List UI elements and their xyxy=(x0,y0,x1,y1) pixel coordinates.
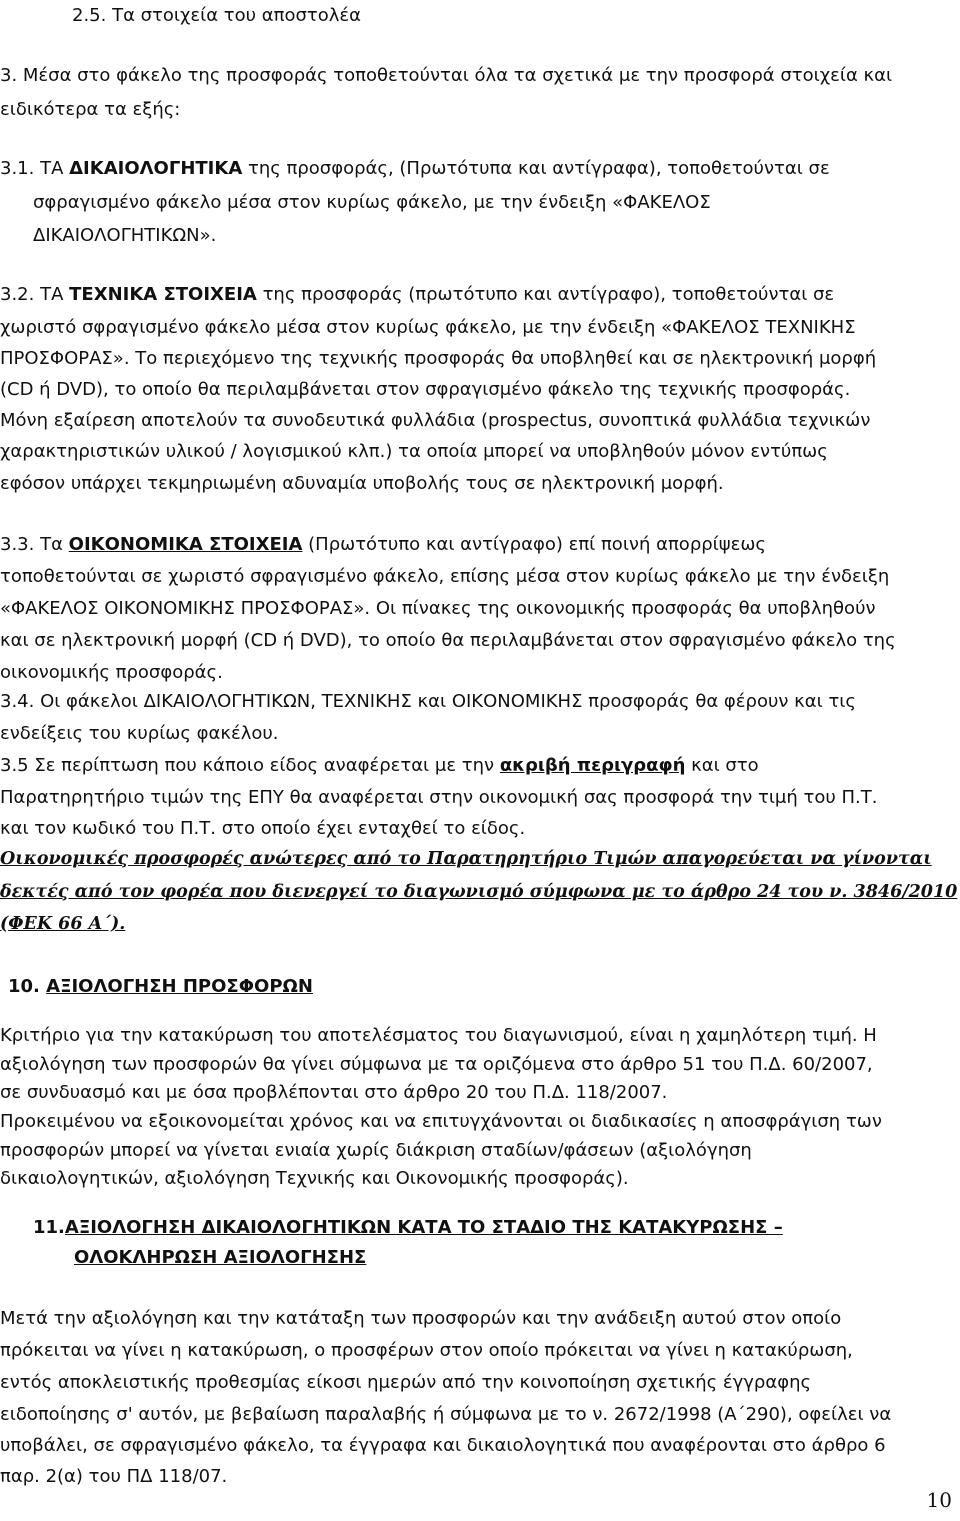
section-3-line: 3. Μέσα στο φάκελο της προσφοράς τοποθετούνται όλα τα σχετικά με την προσφορά στοιχεία και xyxy=(0,65,893,86)
emphasis: ΤΕΧΝΙΚΑ ΣΤΟΙΧΕΙΑ xyxy=(69,284,257,305)
section-11-line: υποβάλει, σε σφραγισμένο φάκελο, τα έγγραφα και δικαιολογητικά που αναφέρονται στο άρθρο 6 xyxy=(0,1435,886,1456)
section-3-2-line: Μόνη εξαίρεση αποτελούν τα συνοδευτικά φυλλάδια (prospectus, συνοπτικά φυλλάδια τεχνικών xyxy=(0,410,871,431)
section-number: 11. xyxy=(33,1217,65,1238)
section-3-4-line: ενδείξεις του κυρίως φακέλου. xyxy=(0,723,279,744)
section-11-title-line: ΟΛΟΚΛΗΡΩΣΗ ΑΞΙΟΛΟΓΗΣΗΣ xyxy=(74,1247,367,1268)
section-11-heading xyxy=(33,1216,783,1240)
section-3-2-line xyxy=(0,283,834,307)
section-3-3-line xyxy=(0,533,766,557)
text: της προσφοράς, (Πρωτότυπα και αντίγραφα), τοποθετούνται σε xyxy=(248,158,830,179)
section-10-line: δικαιολογητικών, αξιολόγηση Τεχνικής και Οικονομικής προσφοράς). xyxy=(0,1168,629,1189)
section-3-2-line: (CD ή DVD), το οποίο θα περιλαμβάνεται στον σφραγισμένο φάκελο της τεχνικής προσφοράς. xyxy=(0,379,851,400)
section-11-line: ειδοποίησης σ' αυτόν, με βεβαίωση παραλαβής ή σύμφωνα με το ν. 2672/1998 (Α΄290), οφείλει να xyxy=(0,1404,892,1425)
section-2-5: 2.5. Τα στοιχεία του αποστολέα xyxy=(72,5,362,26)
section-number: 3.1. ΤΑ xyxy=(0,158,64,179)
section-3-3-line: τοποθετούνται σε χωριστό σφραγισμένο φάκελο, επίσης μέσα στον κυρίως φάκελο με την ένδειξη xyxy=(0,566,890,587)
section-11-line: Μετά την αξιολόγηση και την κατάταξη των προσφορών και την ανάδειξη αυτού στον οποίο xyxy=(0,1308,842,1329)
section-11-line: παρ. 2(α) του ΠΔ 118/07. xyxy=(0,1466,228,1487)
note-line: (ΦΕΚ 66 Α΄). xyxy=(0,914,126,934)
section-10-heading xyxy=(8,975,313,999)
section-3-5-line: και τον κωδικό του Π.Τ. στο οποίο έχει ενταχθεί το είδος. xyxy=(0,818,526,839)
section-3-1-line: ΔΙΚΑΙΟΛΟΓΗΤΙΚΩΝ». xyxy=(33,225,217,246)
section-10-line: προσφορών μπορεί να γίνεται ενιαία χωρίς διάκριση σταδίων/φάσεων (αξιολόγηση xyxy=(0,1140,752,1161)
page-number: 10 xyxy=(926,1488,952,1512)
section-3-2-line: χωριστό σφραγισμένο φάκελο μέσα στον κυρίως φάκελο, με την ένδειξη «ΦΑΚΕΛΟΣ ΤΕΧΝΙΚΗΣ xyxy=(0,317,856,338)
section-11-line: πρόκειται να γίνει η κατακύρωση, ο προσφέρων στον οποίο πρόκειται να γίνει η κατακύρωση, xyxy=(0,1340,853,1361)
section-number: 10. xyxy=(8,976,40,997)
section-10-line: σε συνδυασμό και με όσα προβλέπονται στο άρθρο 20 του Π.Δ. 118/2007. xyxy=(0,1082,668,1103)
text: και στο xyxy=(691,755,759,776)
section-3-5-line: Παρατηρητήριο τιμών της ΕΠΥ θα αναφέρεται στην οικονομική σας προσφορά την τιμή του Π.Τ. xyxy=(0,787,878,808)
section-number: 3.3. Τα xyxy=(0,534,63,555)
section-3-1-line xyxy=(0,157,830,181)
section-3-2-line: ΠΡΟΣΦΟΡΑΣ». Το περιεχόμενο της τεχνικής προσφοράς θα υποβληθεί και σε ηλεκτρονική μορφή xyxy=(0,348,877,369)
text: (Πρωτότυπο και αντίγραφο) επί ποινή απορρίψεως xyxy=(308,534,766,555)
section-3-3-line: οικονομικής προσφοράς. xyxy=(0,662,223,683)
section-number: 3.2. ΤΑ xyxy=(0,284,64,305)
section-3-1-line: σφραγισμένο φάκελο μέσα στον κυρίως φάκελο, με την ένδειξη «ΦΑΚΕΛΟΣ xyxy=(33,192,711,213)
section-3-4-line: 3.4. Οι φάκελοι ΔΙΚΑΙΟΛΟΓΗΤΙΚΩΝ, ΤΕΧΝΙΚΗΣ και ΟΙΚΟΝΟΜΙΚΗΣ προσφοράς θα φέρουν και τις xyxy=(0,691,856,712)
section-10-line: αξιολόγηση των προσφορών θα γίνει σύμφωνα με τα οριζόμενα στο άρθρο 51 του Π.Δ. 60/2007, xyxy=(0,1054,873,1075)
section-3-2-line: χαρακτηριστικών υλικού / λογισμικού κλπ.) τα οποία μπορεί να υποβληθούν μόνον εντύπως xyxy=(0,441,828,462)
section-11-line: εντός αποκλειστικής προθεσμίας είκοσι ημερών από την κοινοποίηση σχετικής έγγραφης xyxy=(0,1372,812,1393)
emphasis: ΔΙΚΑΙΟΛΟΓΗΤΙΚΑ xyxy=(69,158,243,179)
section-10-line: Προκειμένου να εξοικονομείται χρόνος και να επιτυγχάνονται οι διαδικασίες η αποσφράγιση των xyxy=(0,1111,882,1132)
emphasis: ακριβή περιγραφή xyxy=(499,755,686,776)
emphasis: ΟΙΚΟΝΟΜΙΚΑ ΣΤΟΙΧΕΙΑ xyxy=(68,534,303,555)
section-3-2-line: εφόσον υπάρχει τεκμηριωμένη αδυναμία υποβολής τους σε ηλεκτρονική μορφή. xyxy=(0,473,724,494)
section-title: ΑΞΙΟΛΟΓΗΣΗ ΔΙΚΑΙΟΛΟΓΗΤΙΚΩΝ ΚΑΤΑ ΤΟ ΣΤΑΔΙΟ ΤΗΣ ΚΑΤΑΚΥΡΩΣΗΣ – xyxy=(64,1217,783,1238)
section-10-line: Κριτήριο για την κατακύρωση του αποτελέσματος του διαγωνισμού, είναι η χαμηλότερη τιμή. Η xyxy=(0,1025,877,1046)
note-line: δεκτές από τον φορέα που διενεργεί το διαγωνισμό σύμφωνα με το άρθρο 24 του ν. 3846/2010 xyxy=(0,882,958,902)
section-3-3-line: «ΦΑΚΕΛΟΣ ΟΙΚΟΝΟΜΙΚΗΣ ΠΡΟΣΦΟΡΑΣ». Οι πίνακες της οικονομικής προσφοράς θα υποβληθούν xyxy=(0,598,876,619)
section-title: ΑΞΙΟΛΟΓΗΣΗ ΠΡΟΣΦΟΡΩΝ xyxy=(46,976,313,997)
text: της προσφοράς (πρωτότυπο και αντίγραφο), τοποθετούνται σε xyxy=(262,284,835,305)
section-3-3-line: και σε ηλεκτρονική μορφή (CD ή DVD), το οποίο θα περιλαμβάνεται στον σφραγισμένο φάκελο της xyxy=(0,630,896,651)
note-line: Οικονομικές προσφορές ανώτερες από το Παρατηρητήριο Τιμών απαγορεύεται να γίνονται xyxy=(0,849,932,869)
section-3-line: ειδικότερα τα εξής: xyxy=(0,99,181,120)
section-3-5-line xyxy=(0,754,759,778)
text: 3.5 Σε περίπτωση που κάποιο είδος αναφέρεται με την xyxy=(0,755,495,776)
